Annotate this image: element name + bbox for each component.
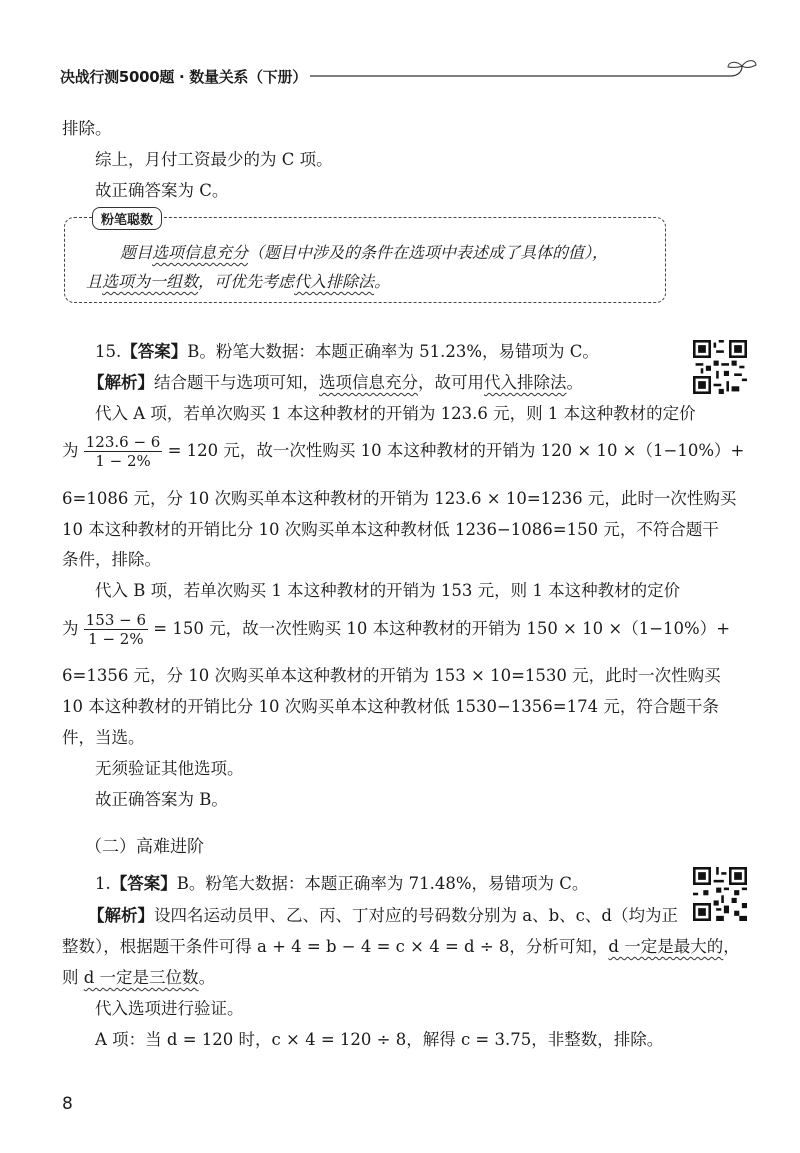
qr-code-icon[interactable] [693, 867, 747, 921]
header-rule [310, 58, 760, 88]
text-line: 故正确答案为 C。 [95, 181, 229, 200]
fraction: $\frac{123.6 - 6}{1 - 2\%}$ [85, 433, 161, 470]
text-line: 代入 B 项，若单次购买 1 本这种教材的开销为 153 元，则 1 本这种教材的定价 [95, 581, 681, 600]
text-line-fraction: 为 $\frac{153 - 6}{1 - 2\%}$ = 150 元，故一次性购买 10 本这种教材的开销为 150 × 10 ×（1−10%）+ [62, 611, 731, 648]
note-line-1: 题目选项信息充分（题目中涉及的条件在选项中表述成了具体的值）， [120, 243, 609, 262]
text-line: 综上，月付工资最少的为 C 项。 [95, 150, 333, 169]
text-line: 10 本这种教材的开销比分 10 次购买单本这种教材低 1236−1086=150 元，不符合题干 [62, 520, 719, 539]
text-line: 代入 A 项，若单次购买 1 本这种教材的开销为 123.6 元，则 1 本这种教材的定价 [95, 404, 696, 423]
q15-answer: 15.【答案】B。粉笔大数据：本题正确率为 51.23%，易错项为 C。 [95, 342, 599, 361]
text-line: 10 本这种教材的开销比分 10 次购买单本这种教材低 1530−1356=174 元，符合题干条 [62, 697, 719, 716]
note-badge: 粉笔聪数 [92, 207, 162, 230]
text-line: A 项：当 d = 120 时，c × 4 = 120 ÷ 8，解得 c = 3.75，非整数，排除。 [95, 1030, 664, 1049]
text-line: 6=1356 元，分 10 次购买单本这种教材的开销为 153 × 10=1530 元，此时一次性购买 [62, 666, 721, 685]
text-line: 无须验证其他选项。 [95, 759, 244, 778]
leaf-icon [728, 62, 742, 67]
text-line: 整数），根据题干条件可得 a + 4 = b − 4 = c × 4 = d ÷ 8，分析可知，d 一定是最大的， [62, 937, 740, 956]
text-line: 6=1086 元，分 10 次购买单本这种教材的开销为 123.6 × 10=1236 元，此时一次性购买 [62, 489, 737, 508]
q1-answer: 1.【答案】B。粉笔大数据：本题正确率为 71.48%，易错项为 C。 [95, 874, 589, 893]
note-line-2: 且选项为一组数，可优先考虑代入排除法。 [86, 272, 391, 291]
q15-analysis: 【解析】结合题干与选项可知，选项信息充分，故可用代入排除法。 [88, 373, 583, 392]
text-line: 代入选项进行验证。 [95, 999, 244, 1018]
q1-analysis: 【解析】设四名运动员甲、乙、丙、丁对应的号码数分别为 a、b、c、d（均为正 [88, 906, 678, 925]
text-line: 排除。 [62, 119, 112, 138]
text-line: 则 d 一定是三位数。 [62, 968, 216, 987]
text-line: 条件，排除。 [62, 550, 161, 569]
text-line: 件，当选。 [62, 728, 145, 747]
text-line-fraction: 为 $\frac{123.6 - 6}{1 - 2\%}$ = 120 元，故一次性购买 10 本这种教材的开销为 120 × 10 ×（1−10%）+ [62, 433, 745, 470]
text-line: 故正确答案为 B。 [95, 790, 228, 809]
fraction: $\frac{153 - 6}{1 - 2\%}$ [85, 611, 147, 648]
qr-code-icon[interactable] [693, 340, 747, 394]
section-title: （二）高难进阶 [85, 837, 204, 857]
book-title: 决战行测5000题 · 数量关系（下册） [60, 68, 307, 86]
page-number: 8 [62, 1094, 73, 1114]
